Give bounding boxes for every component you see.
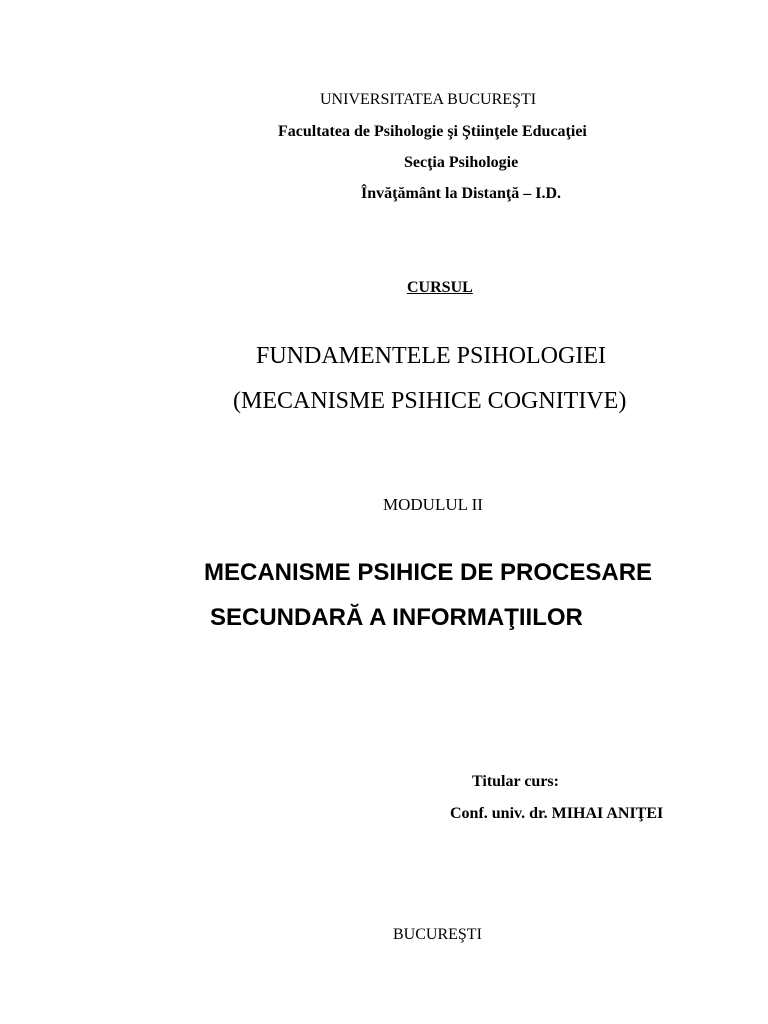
course-title-line-1: FUNDAMENTELE PSIHOLOGIEI xyxy=(256,343,606,369)
university-name: UNIVERSITATEA BUCUREŞTI xyxy=(320,91,537,108)
lecturer-name: Conf. univ. dr. MIHAI ANIŢEI xyxy=(450,805,664,822)
module-label: MODULUL II xyxy=(383,495,483,514)
faculty-name: Facultatea de Psihologie şi Ştiinţele Educaţiei xyxy=(278,123,587,140)
module-title-line-2: SECUNDARĂ A INFORMAŢIILOR xyxy=(210,604,583,631)
course-label: CURSUL xyxy=(407,279,473,296)
course-title-line-2: (MECANISME PSIHICE COGNITIVE) xyxy=(233,388,627,414)
module-title-line-1: MECANISME PSIHICE DE PROCESARE xyxy=(204,559,653,586)
distance-learning-label: Învăţământ la Distanţă – I.D. xyxy=(361,185,562,202)
lecturer-label: Titular curs: xyxy=(472,773,559,790)
city-name: BUCUREŞTI xyxy=(393,926,482,943)
section-name: Secţia Psihologie xyxy=(404,154,519,171)
